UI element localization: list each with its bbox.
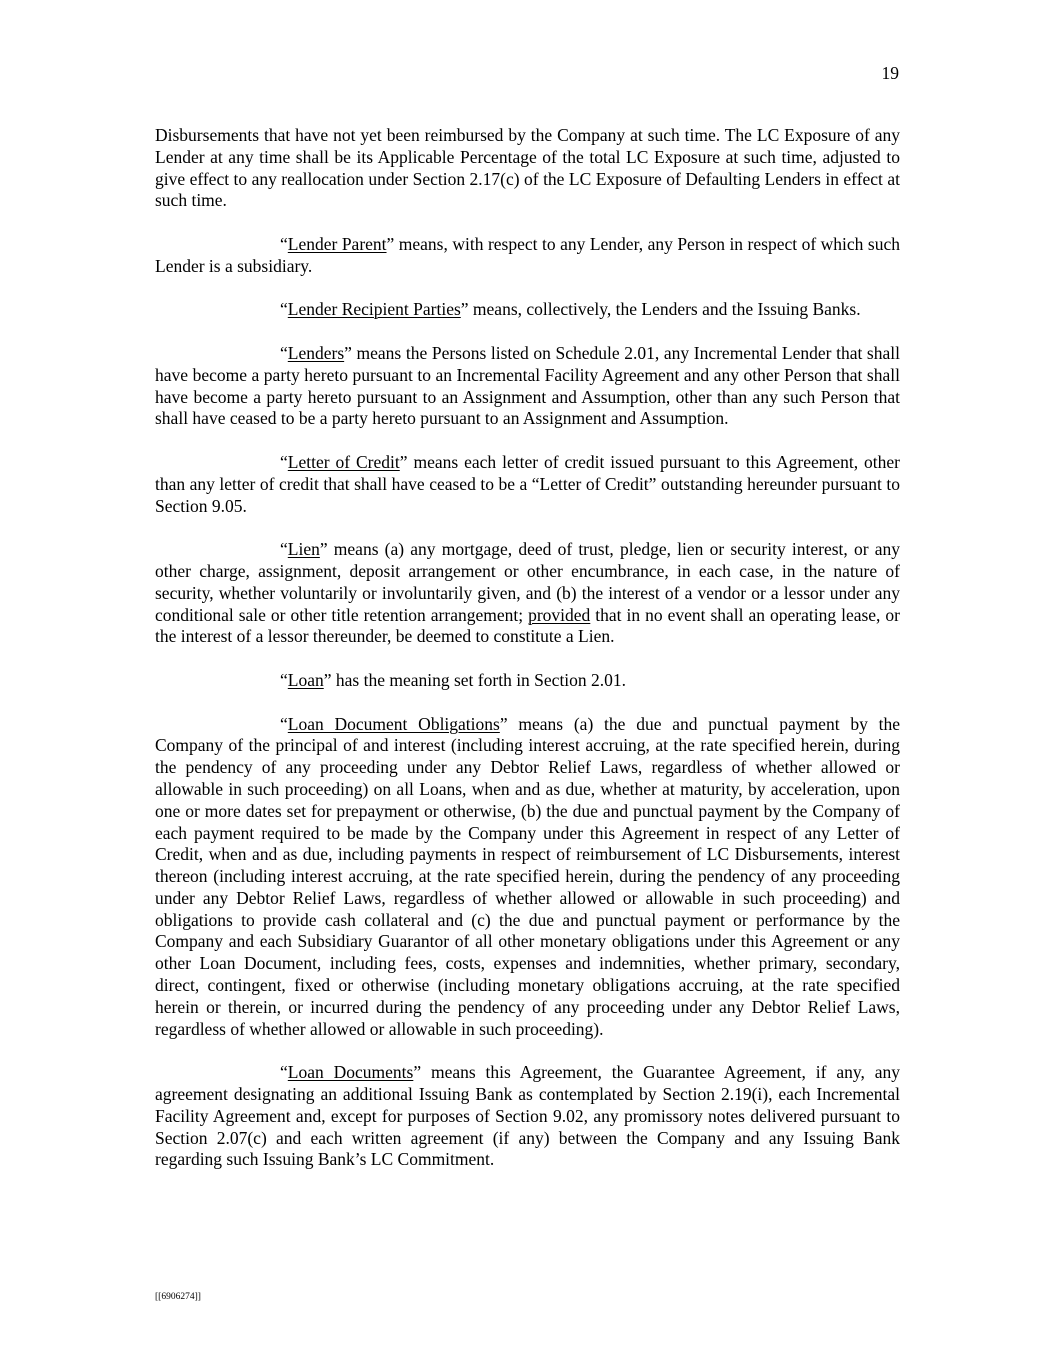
- open-quote: “: [280, 451, 288, 472]
- definition-text: ” means (a) any mortgage, deed of trust, pledge, lien or security interest, or any other charge, assignment, deposit arrangement or other encumbrance, in each case, in the nature of security, whether voluntarily or involuntarily given, and (b) the interest of a vendor or a lessor under any conditional sale or other title retention arrangement;: [155, 539, 900, 625]
- definition-paragraph-lender-recipient-parties: [155, 299, 900, 321]
- definition-paragraph-letter-of-credit: [155, 452, 900, 517]
- definition-paragraph-lender-parent: [155, 234, 900, 278]
- defined-term: Lender Parent: [287, 233, 387, 254]
- definition-paragraph-lenders: [155, 343, 900, 430]
- page-number: 19: [881, 63, 899, 83]
- definition-paragraph-loan-document-obligations: [155, 714, 900, 1041]
- defined-term: Loan Document Obligations: [287, 713, 500, 734]
- open-quote: “: [280, 299, 288, 320]
- document-body: [155, 125, 900, 1193]
- definition-paragraph-lc-exposure-continued: [155, 125, 900, 212]
- definition-text: ” means each letter of credit issued pursuant to this Agreement, other than any letter of credit that shall have ceased to be a “Letter of Credit” outstanding hereunder pursuant to Section 9.05.: [155, 451, 900, 516]
- open-quote: “: [280, 233, 288, 254]
- definition-text: ” means, with respect to any Lender, any Person in respect of which such Lender is a subsidiary.: [155, 233, 900, 276]
- defined-term: Loan: [287, 669, 324, 690]
- open-quote: “: [280, 539, 288, 560]
- definition-text: ” means this Agreement, the Guarantee Agreement, if any, any agreement designating an additional Issuing Bank as contemplated by Section 2.19(i), each Incremental Facility Agreement and, except for purposes of Section 9.02, any promissory notes delivered pursuant to Section 2.07(c) and each written agreement (if any) between the Company and any Issuing Bank regarding such Issuing Bank’s LC Commitment.: [155, 1062, 900, 1170]
- open-quote: “: [280, 1062, 288, 1083]
- definition-text: ” means, collectively, the Lenders and the Issuing Banks.: [460, 299, 861, 320]
- underlined-proviso: provided: [528, 604, 591, 625]
- definition-text: ” means (a) the due and punctual payment by the Company of the principal of and interest (including interest accruing, at the rate specified herein, during the pendency of any proceeding under any Debtor Relief Laws, regardless of whether allowed or allowable in such proceeding) on all Loans, when and as due, whether at maturity, by acceleration, upon one or more dates set for prepayment or otherwise, (b) the due and punctual payment by the Company of each payment required to be made by the Company under this Agreement in respect of any Letter of Credit, when and as due, including payments in respect of reimbursement of LC Disbursements, interest thereon (including interest accruing, at the rate specified herein, during the pendency of any proceeding under any Debtor Relief Laws, regardless of whether allowed or allowable in such proceeding) and obligations to provide cash collateral and (c) the due and punctual payment or performance by the Company and each Subsidiary Guarantor of all other monetary obligations under this Agreement or any other Loan Document, including fees, costs, expenses and indemnities, whether primary, secondary, direct, contingent, fixed or otherwise (including monetary obligations accruing, at the rate specified herein or therein, or incurred during the pendency of any proceeding under any Debtor Relief Laws, regardless of whether allowed or allowable in such proceeding).: [155, 713, 900, 1039]
- defined-term: Letter of Credit: [287, 451, 400, 472]
- defined-term: Lien: [287, 539, 320, 560]
- definition-text-continued: that in no event shall an operating lease, or the interest of a lessor thereunder, be deemed to constitute a Lien.: [155, 604, 900, 647]
- definition-paragraph-lien: [155, 539, 900, 648]
- open-quote: “: [280, 669, 288, 690]
- open-quote: “: [280, 713, 288, 734]
- defined-term: Loan Documents: [287, 1062, 414, 1083]
- definition-text: Disbursements that have not yet been reimbursed by the Company at such time. The LC Exposure of any Lender at any time shall be its Applicable Percentage of the total LC Exposure at such time, adjusted to give effect to any reallocation under Section 2.17(c) of the LC Exposure of Defaulting Lenders in effect at such time.: [155, 125, 900, 211]
- definition-paragraph-loan-documents: [155, 1062, 900, 1171]
- definition-paragraph-loan: [155, 670, 900, 692]
- definition-text: ” means the Persons listed on Schedule 2.01, any Incremental Lender that shall have become a party hereto pursuant to an Incremental Facility Agreement and any other Person that shall have become a party hereto pursuant to an Assignment and Assumption, other than any such Person that shall have ceased to be a party hereto pursuant to an Assignment and Assumption.: [155, 342, 900, 429]
- definition-text: ” has the meaning set forth in Section 2.01.: [323, 669, 627, 690]
- defined-term: Lenders: [287, 342, 345, 363]
- open-quote: “: [280, 342, 288, 363]
- defined-term: Lender Recipient Parties: [287, 299, 461, 320]
- document-footer-id: [[6906274]]: [155, 1292, 201, 1302]
